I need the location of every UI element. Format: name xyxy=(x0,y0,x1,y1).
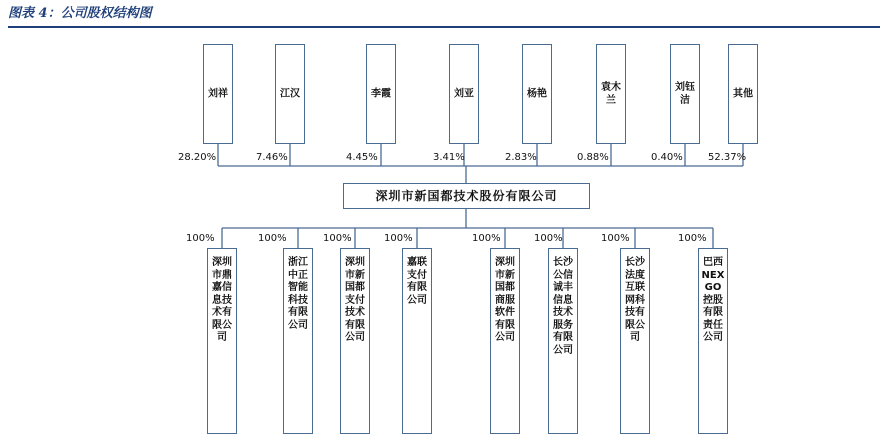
subsidiary-box xyxy=(620,248,650,434)
subsidiary-box xyxy=(283,248,313,434)
subsidiary-percent: 100% xyxy=(384,233,413,244)
shareholder-name: 刘钰洁 xyxy=(675,82,695,106)
shareholder-box xyxy=(596,44,626,144)
shareholder-percent: 2.83% xyxy=(505,152,537,163)
subsidiary-box xyxy=(548,248,578,434)
subsidiary-percent: 100% xyxy=(534,233,563,244)
shareholder-percent: 52.37% xyxy=(708,152,747,163)
subsidiary-percent: 100% xyxy=(472,233,501,244)
subsidiary-name: 嘉联支付有限公司 xyxy=(407,257,427,306)
shareholder-percent: 7.46% xyxy=(256,152,288,163)
shareholder-percent: 0.40% xyxy=(651,152,683,163)
shareholder-name: 刘祥 xyxy=(208,88,228,100)
subsidiary-box xyxy=(698,248,728,434)
subsidiary-percent: 100% xyxy=(186,233,215,244)
shareholder-percent: 3.41% xyxy=(433,152,465,163)
subsidiary-box xyxy=(490,248,520,434)
shareholder-percent: 4.45% xyxy=(346,152,378,163)
subsidiary-percent: 100% xyxy=(258,233,287,244)
shareholder-name: 袁木兰 xyxy=(601,82,621,106)
shareholder-percent: 28.20% xyxy=(178,152,217,163)
shareholder-name: 刘亚 xyxy=(454,88,474,100)
subsidiary-name: 深圳市鼎嘉信息技术有限公司 xyxy=(212,257,232,343)
subsidiary-box xyxy=(340,248,370,434)
subsidiary-name: 长沙法度互联网科技有限公司 xyxy=(625,257,645,343)
subsidiary-percent: 100% xyxy=(601,233,630,244)
subsidiary-box xyxy=(207,248,237,434)
subsidiary-name: 巴西NEXGO控股有限责任公司 xyxy=(701,257,725,343)
shareholder-percent: 0.88% xyxy=(577,152,609,163)
shareholder-name: 李霞 xyxy=(371,88,391,100)
shareholder-box xyxy=(522,44,552,144)
shareholder-box xyxy=(728,44,758,144)
shareholder-box xyxy=(203,44,233,144)
shareholder-box xyxy=(670,44,700,144)
subsidiary-box xyxy=(402,248,432,434)
subsidiary-name: 深圳市新国都商服软件有限公司 xyxy=(495,257,515,343)
shareholder-name: 其他 xyxy=(733,88,753,100)
figure-title: 图表 4：公司股权结构图 xyxy=(8,6,152,21)
company-box: 深圳市新国都技术股份有限公司 xyxy=(343,183,590,209)
subsidiary-name: 深圳市新国都支付技术有限公司 xyxy=(345,257,365,343)
subsidiary-name: 浙江中正智能科技有限公司 xyxy=(288,257,308,331)
subsidiary-percent: 100% xyxy=(678,233,707,244)
subsidiary-name: 长沙公信诚丰信息技术服务有限公司 xyxy=(553,257,573,356)
subsidiary-percent: 100% xyxy=(323,233,352,244)
shareholder-name: 杨艳 xyxy=(527,88,547,100)
shareholder-name: 江汉 xyxy=(280,88,300,100)
shareholder-box xyxy=(275,44,305,144)
shareholder-box xyxy=(366,44,396,144)
shareholder-box xyxy=(449,44,479,144)
